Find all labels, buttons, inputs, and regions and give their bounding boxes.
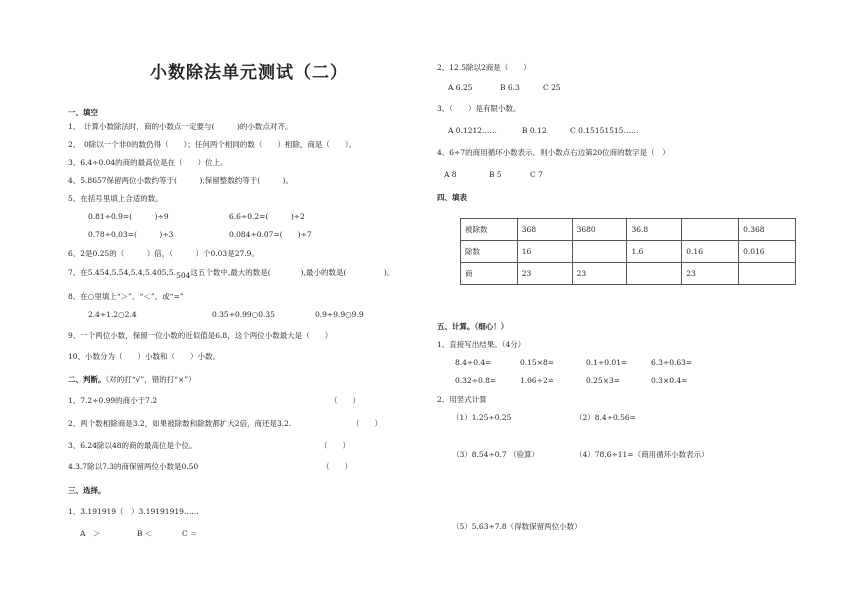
table-cell: 除数 [461,241,518,263]
table-cell: 23 [572,263,627,285]
table-cell: 16 [517,241,572,263]
choice-2-option-c: C 25 [543,83,561,92]
choice-3-option-c: C 0.15151515…… [570,126,639,135]
table-cell: 23 [517,263,572,285]
page-title: 小数除法单元测试（二） [150,63,348,83]
calc-part-1: 1、直接写出结果。（4分） [437,340,526,349]
choice-1-option-c: C ＝ [182,529,198,538]
section-2-heading [68,375,196,385]
choice-question-3: 3、（ ）是有限小数。 [437,104,521,113]
q7-text-a: 7、在5.454,5.54,5.4,5.405,5. [68,268,177,277]
table-cell: 商 [461,263,518,285]
calc-item: 6.3÷0.63= [651,358,693,367]
calc-part-2: 2、用竖式计算 [437,395,487,404]
table-cell: 被除数 [461,219,518,241]
choice-3-option-a: A 0.1212…… [448,126,498,135]
compare-item-3: 0.9÷9.9○9.9 [315,310,364,319]
vertical-calc-5: （5）5.63÷7.8（得数保留两位小数） [452,522,582,531]
judge-question-4: 4.3.7除以7.3的商保留两位小数是0.50 [68,462,199,471]
table-cell[interactable] [572,241,627,263]
choice-1-option-a: A ＞ [80,529,101,538]
calc-item: 0.25×3= [586,376,621,385]
table-cell: 0.016 [739,241,796,263]
table-cell: 0.368 [739,219,796,241]
table-cell[interactable] [682,219,739,241]
calc-item: 0.3×0.4= [651,376,688,385]
fill-question-5b-1: 0.78÷0.03=( )÷3 [88,230,174,239]
compare-item-1: 2.4÷1.2○2.4 [88,310,137,319]
calc-item: 1.06÷2= [520,376,555,385]
calc-item: 8.4÷0.4= [455,358,492,367]
choice-1-option-b: B ＜ [137,529,153,538]
choice-question-4: 4、6÷7的商用循环小数表示，则小数点右边第20位商的数字是（ ） [437,148,670,157]
table-cell: 36.8 [627,219,682,241]
choice-4-option-b: B 5 [489,170,502,179]
table-cell: 23 [682,263,739,285]
judge-question-1: 1、7.2÷0.99的商小于7.2 [68,396,158,405]
fill-question-3: 3、6.4÷0.04的商的最高位是在（ ）位上。 [68,158,228,167]
vertical-calc-2: （2）8.4÷0.56= [575,413,636,422]
fill-question-5a-2: 6.6÷0.2=( )÷2 [229,212,305,221]
vertical-calc-4: （4）78.6÷11=（商用循环小数表示） [575,450,709,459]
section-4-heading: 四、填表 [437,193,467,202]
section-2-note: （对的打“√”，错的打“×”） [105,375,196,384]
fill-question-4: 4、5.8657保留两位小数约等于( ),保留整数约等于( )。 [68,176,294,185]
judge-answer-1: （ ） [330,396,360,405]
q7-subscript: 504 [176,271,191,280]
calc-item: 0.32÷0.8= [455,376,497,385]
fill-question-1: 1、 计算小数除法时，商的小数点一定要与( )的小数点对齐。 [68,122,293,131]
fill-question-8: 8、在○里填上“＞”、“＜”、或“=” [68,292,184,301]
choice-3-option-b: B 0.12 [522,126,547,135]
choice-question-2: 2、12.5除以2商是（ ） [437,63,531,72]
choice-2-option-b: B 6.3 [500,83,520,92]
q7-text-b: 这五个数中,最大的数是( ),最小的数是( )。 [190,268,395,277]
fill-question-5b-2: 0.084÷0.07=( )÷7 [229,230,312,239]
judge-question-2: 2、两个数相除商是3.2，如果被除数和除数都扩大2倍，商还是3.2. [68,419,292,428]
table-cell: 3680 [572,219,627,241]
vertical-calc-3: （3）8.54÷0.7 （验算） [452,450,540,459]
table-row [461,219,796,241]
table-cell: 0.16 [682,241,739,263]
table-row [461,241,796,263]
table-cell: 1.6 [627,241,682,263]
table-row [461,263,796,285]
table-cell[interactable] [739,263,796,285]
table-cell[interactable] [627,263,682,285]
fill-question-2: 2、 0除以一个非0的数仍得（ ）；任何两个相同的数（ ）相除，商是（ ）。 [68,140,357,149]
choice-question-1: 1、3.191919（ ）3.19191919…… [68,507,199,516]
fill-question-9: 9、一个两位小数，保留一位小数的近似值是6.8，这个两位小数最大是（ ） [68,331,333,340]
fill-question-6: 6、2是0.25的（ ）倍，（ ）个0.03是27.9。 [68,249,259,258]
fill-question-10: 10、小数分为（ ）小数和（ ）小数。 [68,352,221,361]
section-5-heading: 五、计算。（细心！） [437,322,509,331]
fill-question-5: 5、在括号里填上合适的数。 [68,194,163,203]
judge-answer-3: （ ） [320,441,350,450]
calc-item: 0.1÷0.01= [586,358,628,367]
fill-table [460,218,796,285]
judge-answer-4: （ ） [322,462,352,471]
choice-2-option-a: A 6.25 [448,83,473,92]
table-cell: 368 [517,219,572,241]
vertical-calc-1: （1）1.25÷0.25 [452,413,512,422]
section-3-heading: 三、选择。 [68,486,106,495]
fill-question-5a-1: 0.81÷0.9=( )÷9 [88,212,169,221]
compare-item-2: 0.35÷0.99○0.35 [212,310,275,319]
section-1-heading: 一、填空 [68,108,98,117]
judge-answer-2: （ ） [352,419,382,428]
fill-question-7 [68,268,394,278]
judge-question-3: 3、6.24除以48的商的最高位是个位。 [68,441,197,450]
choice-4-option-c: C 7 [530,170,543,179]
choice-4-option-a: A 8 [444,170,457,179]
calc-item: 0.15×8= [520,358,555,367]
section-2-title: 二、判断。 [68,375,106,384]
